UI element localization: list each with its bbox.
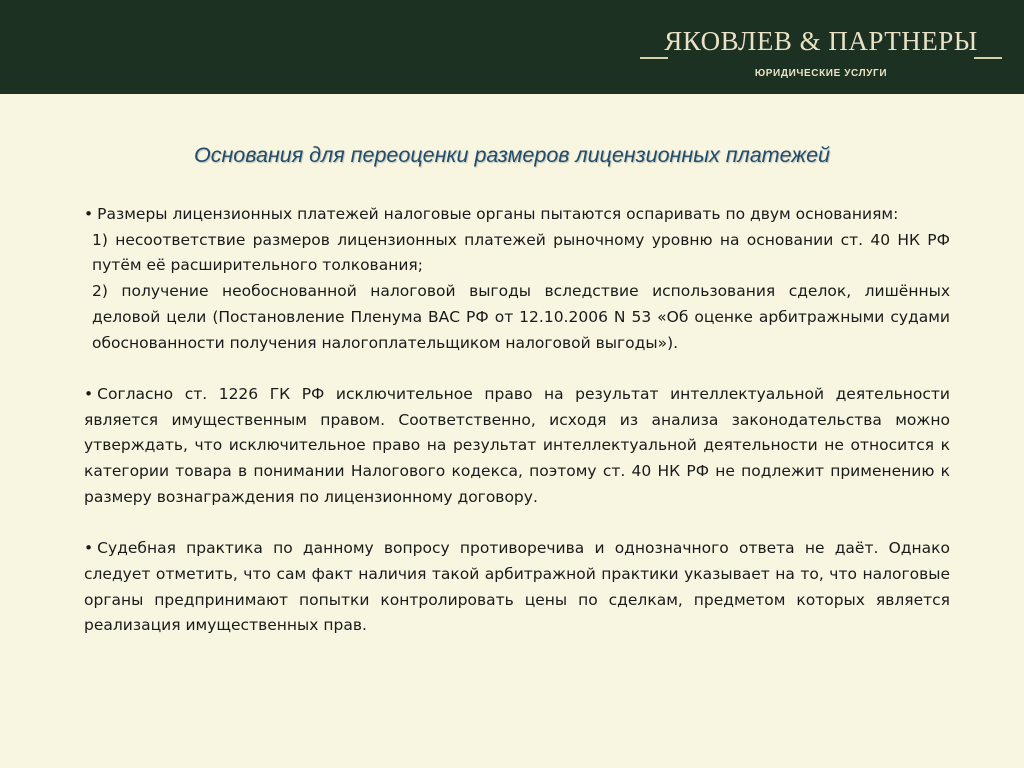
header-bar [0,0,1024,94]
bullet-paragraph-1 [84,202,950,228]
list-item-2: 2) получение необоснованной налоговой выгоды вследствие использования сделок, лишённых деловой цели (Постановление Пленума ВАС РФ от 12.10.2006 N 53 «Об оценке арбитражными судами обоснованности получения налогоплательщиком налоговой выгоды»). [92,282,950,352]
bullet-icon: • [84,205,94,223]
brand-logo [640,24,1002,80]
paragraph-gap [84,356,950,382]
bullet-paragraph-3 [84,536,950,639]
bullet-icon: • [84,539,94,558]
bullet-1-text: Размеры лицензионных платежей налоговые органы пытаются оспаривать по двум основаниям: [97,205,899,223]
slide-title: Основания для переоценки размеров лицензионных платежей [193,143,831,167]
bullet-2-text: Согласно ст. 1226 ГК РФ исключительное право на результат интеллектуальной деятельности является имущественным правом. Соответственно, исходя из анализа законодательства можно утверждать, что исключительное право на результат интеллектуальной деятельности не относится к категории товара в понимании Налогового кодекса, поэтому ст. 40 НК РФ не подлежит применению к размеру вознаграждения по лицензионному договору. [84,384,950,506]
paragraph-gap [84,510,950,536]
brand-name: ЯКОВЛЕВ & ПАРТНЕРЫ [664,26,978,56]
brand-tagline: ЮРИДИЧЕСКИЕ УСЛУГИ [754,68,888,79]
slide-content [84,202,950,639]
bullet-paragraph-2 [84,382,950,511]
list-item-1: 1) несоответствие размеров лицензионных платежей рыночному уровню на основании ст. 40 НК РФ путём её расширительного толкования; [92,230,950,275]
bullet-3-text: Судебная практика по данному вопросу противоречива и однозначного ответа не даёт. Однако следует отметить, что сам факт наличия такой арбитражной практики указывает на то, что налоговые органы предпринимают попытки контролировать цены по сделкам, предметом которых является реализация имущественных прав. [84,539,950,635]
bullet-icon: • [84,384,94,403]
